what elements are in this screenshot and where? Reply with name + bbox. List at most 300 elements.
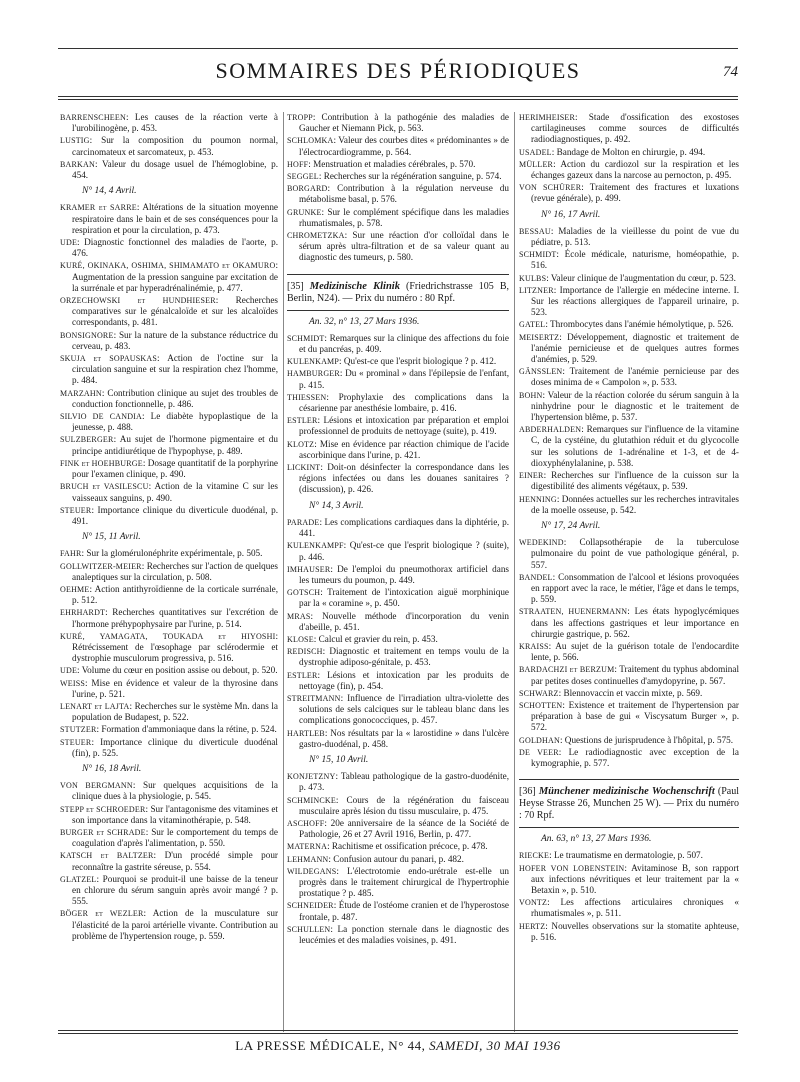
article-title: : Le radiodiagnostic avec exception de la kymographie, p. 577. [531, 746, 739, 768]
article-title: : Qu'est-ce que l'esprit biologique ? p. 412. [339, 356, 497, 367]
article-entry [519, 424, 739, 469]
article-title: : Altérations de la situation moyenne respiratoire dans le bain et de ses conséquences pour la respiration et pour la circulation, p. 473. [72, 202, 278, 235]
article-author: MÜLLER [519, 159, 554, 169]
article-entry [60, 780, 278, 802]
article-entry [287, 171, 509, 182]
article-author: BORGARD [287, 184, 328, 194]
article-author: VON BERGMANN [60, 781, 133, 791]
article-author: VONTZ [519, 898, 548, 908]
article-title: : Avitaminose B, son rapport aux infections névritiques et leur traitement par la « Betaxin », p. 510. [531, 862, 739, 895]
article-author: SKUJA et SOPAUSKAS [60, 354, 158, 364]
article-author: HENNING [519, 494, 557, 504]
article-title: : Rachitisme et ossification précoce, p. 478. [327, 841, 488, 852]
article-entry [519, 700, 739, 734]
article-entry [287, 439, 509, 461]
article-title: : Données actuelles sur les recherches intravitales de la moelle osseuse, p. 542. [531, 493, 739, 515]
article-entry [519, 664, 739, 686]
article-title: : Sur quelques acquisitions de la clinique dues à la physiologie, p. 545. [72, 780, 278, 802]
article-entry [60, 411, 278, 433]
article-author: HOFF [287, 159, 309, 169]
article-entry [287, 368, 509, 390]
article-author: EHRHARDT [60, 608, 106, 618]
article-entry [519, 159, 739, 181]
article-entry [60, 678, 278, 700]
article-title: : Sur une réaction d'or colloïdal dans le sérum après ultra-filtration et de sa valeur quant au diagnostic des tumeurs, p. 580. [299, 230, 509, 263]
article-author: KRAMER et SARRE [60, 203, 137, 213]
article-entry [287, 693, 509, 727]
article-entry [60, 481, 278, 503]
article-entry [519, 249, 739, 271]
article-author: OEHME [60, 584, 90, 594]
article-title: : 20e anniversaire de la séance de la Société de Pathologie, 26 et 27 Avril 1916, Berlin, p. 477. [299, 817, 509, 840]
journal-details: (Paul Heyse Strasse 26, Munchen 25 W). — Prix du numéro : 70 Rpf. [519, 786, 739, 822]
article-title: : Sur la glomérulonéphrite expérimentale, p. 505. [81, 548, 263, 559]
article-author: DE VEER [519, 747, 559, 757]
article-entry [287, 230, 509, 264]
article-entry [519, 226, 739, 248]
article-title: : L'électrotomie endo-urétrale est-elle un progrès dans le traitement chirurgical de l'hypertrophie prostatique ? p. 485. [299, 865, 509, 899]
article-entry [519, 850, 739, 861]
article-title: : Diagnostic et traitement en temps voulu de la dystrophie adiposo-génitale, p. 453. [299, 646, 509, 668]
article-title: : Au sujet de l'hormone pigmentaire et du principe antidiurétique de l'hypophyse, p. 489. [72, 434, 278, 456]
article-author: SCHLOMKA [287, 136, 334, 146]
article-title: : Augmentation de la pression sanguine par excitation de la surrénale et par hyperadrénalinémie, p. 477. [72, 260, 278, 293]
article-author: HAMBURGER [287, 369, 340, 379]
article-author: WILDEGANS [287, 866, 337, 876]
article-title: : Formation d'ammoniaque dans la rétine, p. 524. [96, 724, 277, 735]
article-title: : Les causes de la réaction verte à l'urobilinogène, p. 453. [72, 112, 278, 134]
article-entry [519, 747, 739, 769]
article-title: : Sur le comportement du temps de coagulation d'après l'alimentation, p. 550. [72, 826, 278, 849]
article-title: : Pourquoi se produit-il une baisse de la teneur en chlorure du sérum sanguin après avoir mangé ? p. 555. [72, 873, 278, 907]
article-author: LITZNER [519, 285, 554, 295]
article-author: UDE [60, 666, 78, 676]
page-title: SOMMAIRES DES PÉRIODIQUES [215, 58, 581, 83]
article-title: : Cours de la régénération du faisceau musculaire après lésion du tissu musculaire, p. 475. [299, 794, 509, 816]
article-author: KULENKAMP [287, 357, 340, 367]
article-title: : Volume du cœur en position assise ou debout, p. 520. [77, 665, 278, 676]
article-title: : Nouvelles observations sur la stomatite aphteuse, p. 516. [531, 920, 739, 942]
article-entry [287, 646, 509, 668]
article-entry [60, 737, 278, 759]
article-author: ORZECHOWSKI et HUNDHIESER [60, 296, 216, 306]
journal-number: [36] [519, 786, 539, 798]
article-title: : Recherches sur l'action de quelques analeptiques sur la circulation, p. 508. [72, 560, 278, 582]
article-author: HOFER VON LOBENSTEIN [519, 863, 625, 873]
article-author: STEPP et SCHROEDER [60, 804, 146, 814]
article-author: REDISCH [287, 647, 323, 657]
article-author: BARRENSCHEEN [60, 113, 126, 122]
article-author: KLOTZ [287, 439, 315, 449]
article-title: : Diagnostic fonctionnel des maladies de l'aorte, p. 476. [72, 237, 278, 259]
article-author: UDE [60, 238, 78, 248]
article-author: CHROMETZKA [287, 231, 345, 241]
article-entry [519, 470, 739, 492]
article-title: : Le traumatisme en dermatologie, p. 507. [549, 850, 703, 861]
article-author: LENART et LAJTA [60, 701, 130, 711]
article-entry [287, 207, 509, 229]
article-entry [287, 392, 509, 414]
header-rule [58, 96, 738, 100]
column-2 [287, 112, 509, 1052]
footer [58, 1038, 738, 1060]
article-title: : Action de l'octine sur la circulation sanguine et sur la respiration chez l'homme, p. 484. [72, 353, 278, 386]
article-entry [287, 900, 509, 922]
issue-heading: N° 14, 3 Avril. [309, 500, 364, 511]
article-entry [60, 353, 278, 387]
article-title: : Confusion autour du panari, p. 482. [328, 853, 464, 864]
article-title: : Au sujet de la guérison totale de l'endocardite lente, p. 566. [531, 640, 739, 663]
article-author: BANDEL [519, 572, 553, 582]
column-divider [514, 112, 515, 1032]
article-author: ASCHOFF [287, 818, 325, 828]
article-entry [519, 897, 739, 919]
article-author: SEGGEL [287, 172, 319, 182]
article-title: : De l'emploi du pneumothorax artificiel dans les tumeurs du poumon, p. 449. [299, 563, 509, 585]
article-entry [60, 260, 278, 294]
article-author: KRAISS [519, 641, 549, 651]
article-title: : Lésions et intoxication par les produits de nettoyage (fin), p. 454. [299, 669, 509, 691]
journal-heading [519, 779, 739, 828]
article-title: : École médicale, naturisme, homéopathie, p. 516. [531, 249, 739, 271]
article-title: : Sur la nature de la substance réductrice du cerveau, p. 483. [72, 329, 278, 351]
article-author: GOLDHAN [519, 735, 560, 745]
article-author: GATEL [519, 320, 546, 330]
article-author: WEISS [60, 678, 85, 688]
article-author: HARTLEB [287, 728, 325, 738]
article-entry [287, 540, 509, 562]
article-author: SCHMIDT [519, 250, 557, 260]
article-title: : Influence de l'irradiation ultra-violette des solutions de sels calciques sur le tableau blanc dans les complications gonococciques, p. 457. [299, 692, 509, 726]
article-entry [60, 548, 278, 559]
article-author: TROPP [287, 113, 313, 122]
article-author: BONSIGNORE [60, 330, 114, 340]
article-title: : Qu'est-ce que l'esprit biologique ? (suite), p. 446. [299, 540, 509, 562]
article-entry [60, 388, 278, 410]
article-author: SCHULLEN [287, 924, 331, 934]
column-3 [519, 112, 739, 1052]
article-title: : Recherches comparatives sur le génalcaloïde et sur les alcaloïdes correspondants, p. 481. [72, 295, 278, 328]
article-entry [519, 606, 739, 640]
article-title: : Questions de jurisprudence à l'hôpital, p. 575. [559, 734, 734, 745]
article-entry [60, 159, 278, 181]
article-title: : Les états hypoglycémiques dans les affections gastriques et leur importance en chirurgie gastrique, p. 562. [531, 606, 739, 639]
article-title: : Contribution clinique au sujet des troubles de conduction fonctionnelle, p. 486. [72, 387, 278, 409]
article-title: : Sur l'antagonisme des vitamines et son importance dans la vitaminothérapie, p. 548. [72, 803, 278, 825]
article-author: THIESSEN [287, 392, 327, 402]
article-title: : Les affections articulaires chroniques « rhumatismales », p. 511. [531, 897, 739, 919]
article-entry [287, 587, 509, 609]
journal-number: [35] [287, 280, 310, 292]
column-divider [283, 112, 284, 1032]
article-title: : Mise en évidence et valeur de la thyrosine dans l'urine, p. 521. [72, 677, 278, 699]
article-author: LUSTIG [60, 136, 90, 146]
article-title: : Collapsothérapie de la tuberculose pulmonaire du point de vue pathologique général, p. 557. [531, 537, 739, 570]
article-entry [519, 390, 739, 424]
article-title: : Stade d'ossification des exostoses cartilagineuses comme sources de difficultés radiodiagnostiques, p. 492. [531, 112, 739, 145]
article-title: : Recherches sur la régénération sanguine, p. 574. [318, 171, 502, 182]
article-title: : Action antithyroïdienne de la corticale surrénale, p. 512. [72, 583, 278, 606]
article-entry [287, 634, 509, 645]
article-title: : Nos résultats par la « larostidine » dans l'ulcère gastro-duodénal, p. 458. [299, 727, 509, 749]
article-entry [287, 866, 509, 900]
article-title: : Consommation de l'alcool et lésions provoquées en rapport avec la race, le métier, l'âge et dans le temps, p. 559. [531, 571, 739, 605]
article-title: : Menstruation et maladies cérébrales, p. 570. [308, 158, 476, 169]
article-author: MRAS [287, 611, 311, 621]
article-entry [287, 135, 509, 157]
article-title: : Doit-on désinfecter la correspondance dans les régions infectées ou dans les douanes sanitaires ? (discussion), p. 426. [299, 462, 509, 495]
article-author: GOTSCH [287, 588, 321, 598]
article-title: : Valeur du dosage usuel de l'hémoglobine, p. 454. [72, 158, 278, 181]
article-title: : Du « prominal » dans l'épilepsie de l'enfant, p. 415. [299, 368, 509, 390]
article-entry [287, 771, 509, 793]
article-title: : Dosage quantitatif de la porphyrine pour l'examen clinique, p. 490. [72, 457, 278, 480]
article-author: RIECKE [519, 851, 550, 861]
article-author: SCHMIDT [287, 333, 325, 343]
article-author: BARKAN [60, 159, 95, 169]
journal-name: Münchener medizinische Wochenschrift [538, 786, 715, 798]
article-title: : Importance clinique du diverticule duodénal (fin), p. 525. [72, 736, 278, 758]
article-title: : Lésions et intoxication par préparation et emploi professionnel de produits de nettoyage (suite), p. 419. [299, 415, 509, 437]
article-entry [519, 572, 739, 606]
article-title: : Traitement de l'intoxication aiguë morphinique par la « coramine », p. 450. [299, 587, 509, 609]
article-entry [519, 273, 739, 284]
article-entry [60, 330, 278, 352]
article-title: : Blennovaccin et vaccin mixte, p. 569. [558, 687, 703, 698]
article-title: : Importance de l'allergie en médecine interne. I. Sur les réactions allergiques de l'appareil urinaire, p. 523. [531, 284, 739, 318]
article-entry [519, 366, 739, 388]
article-title: : Traitement de l'anémie pernicieuse par des doses minima de « Campolon », p. 533. [531, 366, 739, 388]
article-entry [519, 285, 739, 319]
article-author: PARADE [287, 517, 320, 527]
article-entry [60, 631, 278, 665]
article-entry [287, 356, 509, 367]
article-author: KONJETZNY [287, 772, 336, 782]
article-author: HERTZ [519, 921, 546, 931]
article-title: : Mise en évidence par réaction chimique de l'acide ascorbinique dans l'urine, p. 421. [299, 438, 509, 460]
article-entry [519, 735, 739, 746]
article-author: BÖGER et WEZLER [60, 909, 144, 919]
article-title: : D'un procédé simple pour reconnaître la gastrite séreuse, p. 554. [72, 850, 278, 872]
article-title: : Contribution à la régulation nerveuse du métabolisme basal, p. 576. [299, 183, 509, 205]
article-title: : Thrombocytes dans l'anémie hémolytique, p. 526. [545, 319, 734, 330]
article-entry [519, 147, 739, 158]
article-entry [60, 561, 278, 583]
article-entry [60, 584, 278, 606]
article-author: STREITMANN [287, 693, 341, 703]
article-entry [519, 494, 739, 516]
article-title: : Nouvelle méthode d'incorporation du venin d'abeille, p. 451. [299, 610, 509, 632]
article-entry [60, 701, 278, 723]
article-entry [287, 415, 509, 437]
article-title: : Recherches sur l'influence de la cuisson sur la digestibilité des aliments végétaux, p. 539. [531, 470, 739, 492]
article-entry [60, 908, 278, 942]
article-entry [60, 135, 278, 157]
article-author: GLATZEL [60, 874, 97, 884]
article-entry [519, 537, 739, 571]
issue-heading: N° 16, 17 Avril. [541, 209, 601, 220]
article-title: : Existence et traitement de l'hypertension par préparation à base de gui « Viscysatum Burger », p. 572. [531, 699, 739, 733]
article-author: STUTZER [60, 725, 97, 735]
article-entry [60, 804, 278, 826]
article-author: WEDEKIND [519, 538, 564, 548]
article-entry [60, 827, 278, 849]
issue-heading: N° 17, 24 Avril. [541, 520, 601, 531]
article-entry [60, 237, 278, 259]
article-author: GOLLWITZER-MEIER [60, 561, 142, 571]
journal-details: (Friedrichstrasse 105 B, Berlin, N24). — Prix du numéro : 80 Rpf. [287, 280, 509, 304]
article-title: : Rétrécissement de l'œsophage par sclérodermie et dystrophie musculorum progressiva, p. 516. [72, 630, 278, 664]
article-title: : Valeur des courbes dites « prédominantes » de l'électrocardiogramme, p. 564. [299, 135, 509, 157]
article-author: USADEL [519, 147, 552, 157]
article-entry [287, 795, 509, 817]
article-entry [60, 874, 278, 908]
top-rule [58, 48, 738, 49]
article-entry [60, 607, 278, 629]
footer-date: SAMEDI, 30 MAI 1936 [429, 1038, 561, 1053]
article-author: ESTLER [287, 416, 318, 426]
article-author: FAHR [60, 549, 82, 559]
article-entry [287, 112, 509, 134]
article-author: KULBS [519, 273, 547, 283]
issue-heading: An. 63, n° 13, 27 Mars 1936. [541, 834, 652, 845]
issue-heading: N° 15, 11 Avril. [82, 532, 141, 543]
article-author: HERIMHEISER [519, 113, 575, 122]
article-entry [519, 182, 739, 204]
article-entry [287, 462, 509, 496]
article-title: : Calcul et gravier du rein, p. 453. [313, 633, 438, 644]
article-author: KURÉ, YAMAGATA, TOUKADA et HIYOSHI [60, 631, 276, 641]
article-author: STRAATEN, HUENERMANN [519, 607, 628, 617]
article-author: SCHWARZ [519, 688, 559, 698]
article-author: VON SCHÜRER [519, 183, 582, 193]
column-1 [60, 112, 278, 1052]
article-entry [287, 854, 509, 865]
article-title: : Valeur clinique de l'augmentation du cœur, p. 523. [546, 272, 736, 283]
article-entry [287, 611, 509, 633]
article-author: KLOSE [287, 634, 314, 644]
article-author: LEHMANN [287, 854, 329, 864]
article-entry [287, 841, 509, 852]
footer-journal: LA PRESSE MÉDICALE, N° 44, [235, 1038, 430, 1053]
article-title: : Développement, diagnostic et traitement de l'anémie pernicieuse et de quelques autres formes d'anémies, p. 529. [531, 331, 739, 365]
article-entry [287, 728, 509, 750]
article-entry [60, 434, 278, 456]
article-title: : Recherches quantitatives sur l'excrétion de l'hormone préhypophysaire par l'urine, p. 514. [72, 607, 278, 629]
article-title: : Traitement du typhus abdominal par petites doses continuelles d'amydopyrine, p. 567. [531, 664, 739, 686]
article-entry [287, 818, 509, 840]
article-entry [287, 333, 509, 355]
journal-name: Medizinische Klinik [309, 280, 400, 292]
article-title: : Bandage de Molton en chirurgie, p. 494. [551, 146, 706, 157]
article-entry [60, 665, 278, 676]
article-title: : Action de la vitamine C sur les vaisseaux sanguins, p. 490. [72, 481, 278, 503]
article-author: KULENKAMPF [287, 541, 344, 551]
article-author: GÄNSSLEN [519, 367, 563, 377]
article-title: : Action du cardiozol sur la respiration et les échanges gazeux dans la narcose au pernocton, p. 495. [531, 158, 739, 181]
article-title: : La ponction sternale dans le diagnostic des leucémies et des maladies voisines, p. 491. [299, 923, 509, 945]
article-entry [519, 921, 739, 943]
article-entry [287, 517, 509, 539]
article-title: : Importance clinique du diverticule duodénal, p. 491. [72, 504, 278, 526]
article-title: : Les complications cardiaques dans la diphtérie, p. 441. [299, 516, 509, 539]
article-entry [287, 670, 509, 692]
article-entry [60, 295, 278, 329]
issue-heading: N° 14, 4 Avril. [82, 186, 137, 197]
article-entry [519, 688, 739, 699]
article-entry [60, 724, 278, 735]
article-entry [60, 112, 278, 134]
article-title: : Recherches sur le système Mn. dans la population de Budapest, p. 522. [72, 700, 278, 723]
article-title: : Étude de l'ostéome cranien et de l'hyperostose frontale, p. 487. [299, 900, 509, 922]
article-author: KURÉ, OKINAKA, OSHIMA, SHIMAMATO et OKAMURO [60, 261, 276, 271]
article-entry [287, 183, 509, 205]
article-author: KATSCH et BALTZER [60, 851, 154, 861]
article-author: ESTLER [287, 670, 318, 680]
article-author: STEUER [60, 737, 92, 747]
page-number: 74 [723, 64, 738, 80]
article-author: SCHOTTEN [519, 700, 563, 710]
article-title: : Valeur de la réaction colorée du sérum sanguin à la ninhydrine pour le diagnostic et le traitement de l'hypertension blême, p. 537. [531, 389, 739, 423]
article-author: STEUER [60, 505, 92, 515]
article-entry [519, 319, 739, 330]
issue-heading: An. 32, n° 13, 27 Mars 1936. [309, 316, 420, 327]
article-entry [60, 458, 278, 480]
article-author: BARDACHZI et BERZUM [519, 665, 615, 675]
article-author: BURGER et SCHRADE [60, 827, 146, 837]
issue-heading: N° 16, 18 Avril. [82, 763, 142, 774]
article-author: ABDERHALDEN [519, 425, 582, 435]
article-entry [60, 202, 278, 236]
article-author: SCHNEIDER [287, 901, 334, 911]
article-entry [287, 564, 509, 586]
article-entry [519, 332, 739, 366]
article-author: EINER [519, 471, 544, 481]
journal-heading [287, 274, 509, 311]
article-entry [519, 641, 739, 663]
article-author: IMHAUSER [287, 564, 331, 574]
article-author: BRUCH et VASILESCU [60, 482, 149, 492]
article-author: MEISERTZ [519, 332, 560, 342]
article-entry [519, 863, 739, 897]
article-author: LICKINT [287, 463, 321, 473]
article-title: : Remarques sur l'influence de la vitamine C, de la cystéine, du glutathion réduit et du glycocolle sur les solutions de 1-adrénaline et 1-3, et de 4-dioxyphénylalanine, p. 538. [531, 424, 739, 468]
article-entry [60, 850, 278, 872]
article-author: BOHN [519, 390, 543, 400]
article-author: FINK et HOEHBURGE [60, 458, 143, 468]
article-author: BESSAU [519, 226, 551, 236]
article-entry [287, 159, 509, 170]
article-author: SILVIO DE CANDIA [60, 412, 143, 422]
article-title: : Action de la musculature sur l'élasticité de la paroi artérielle vivante. Contribution au problème de l'hypertension rouge, p. 559. [72, 908, 278, 941]
article-entry [519, 112, 739, 146]
footer-rule [58, 1030, 738, 1034]
article-title: : Tableau pathologique de la gastro-duodénite, p. 473. [299, 771, 509, 793]
article-title: : Maladies de la vieillesse du point de vue du pédiatre, p. 513. [531, 225, 739, 248]
article-entry [287, 924, 509, 946]
article-title: : Traitement des fractures et luxations (revue générale), p. 499. [531, 182, 739, 204]
article-title: : Le diabète hypoplastique de la jeunesse, p. 488. [72, 411, 278, 433]
article-author: MATERNA [287, 842, 328, 852]
article-title: : Contribution à la pathogénie des maladies de Gaucher et Niemann Pick, p. 563. [299, 112, 509, 134]
article-author: SULZBERGER [60, 435, 114, 445]
issue-heading: N° 15, 10 Avril. [309, 754, 369, 765]
article-title: : Sur le complément spécifique dans les maladies rhumatismales, p. 578. [299, 206, 509, 228]
article-title: : Sur la composition du poumon normal, carcinomateux et sarcomateux, p. 453. [72, 135, 278, 157]
article-entry [60, 505, 278, 527]
article-author: GRUNKE [287, 207, 322, 217]
article-author: MARZAHN [60, 388, 102, 398]
